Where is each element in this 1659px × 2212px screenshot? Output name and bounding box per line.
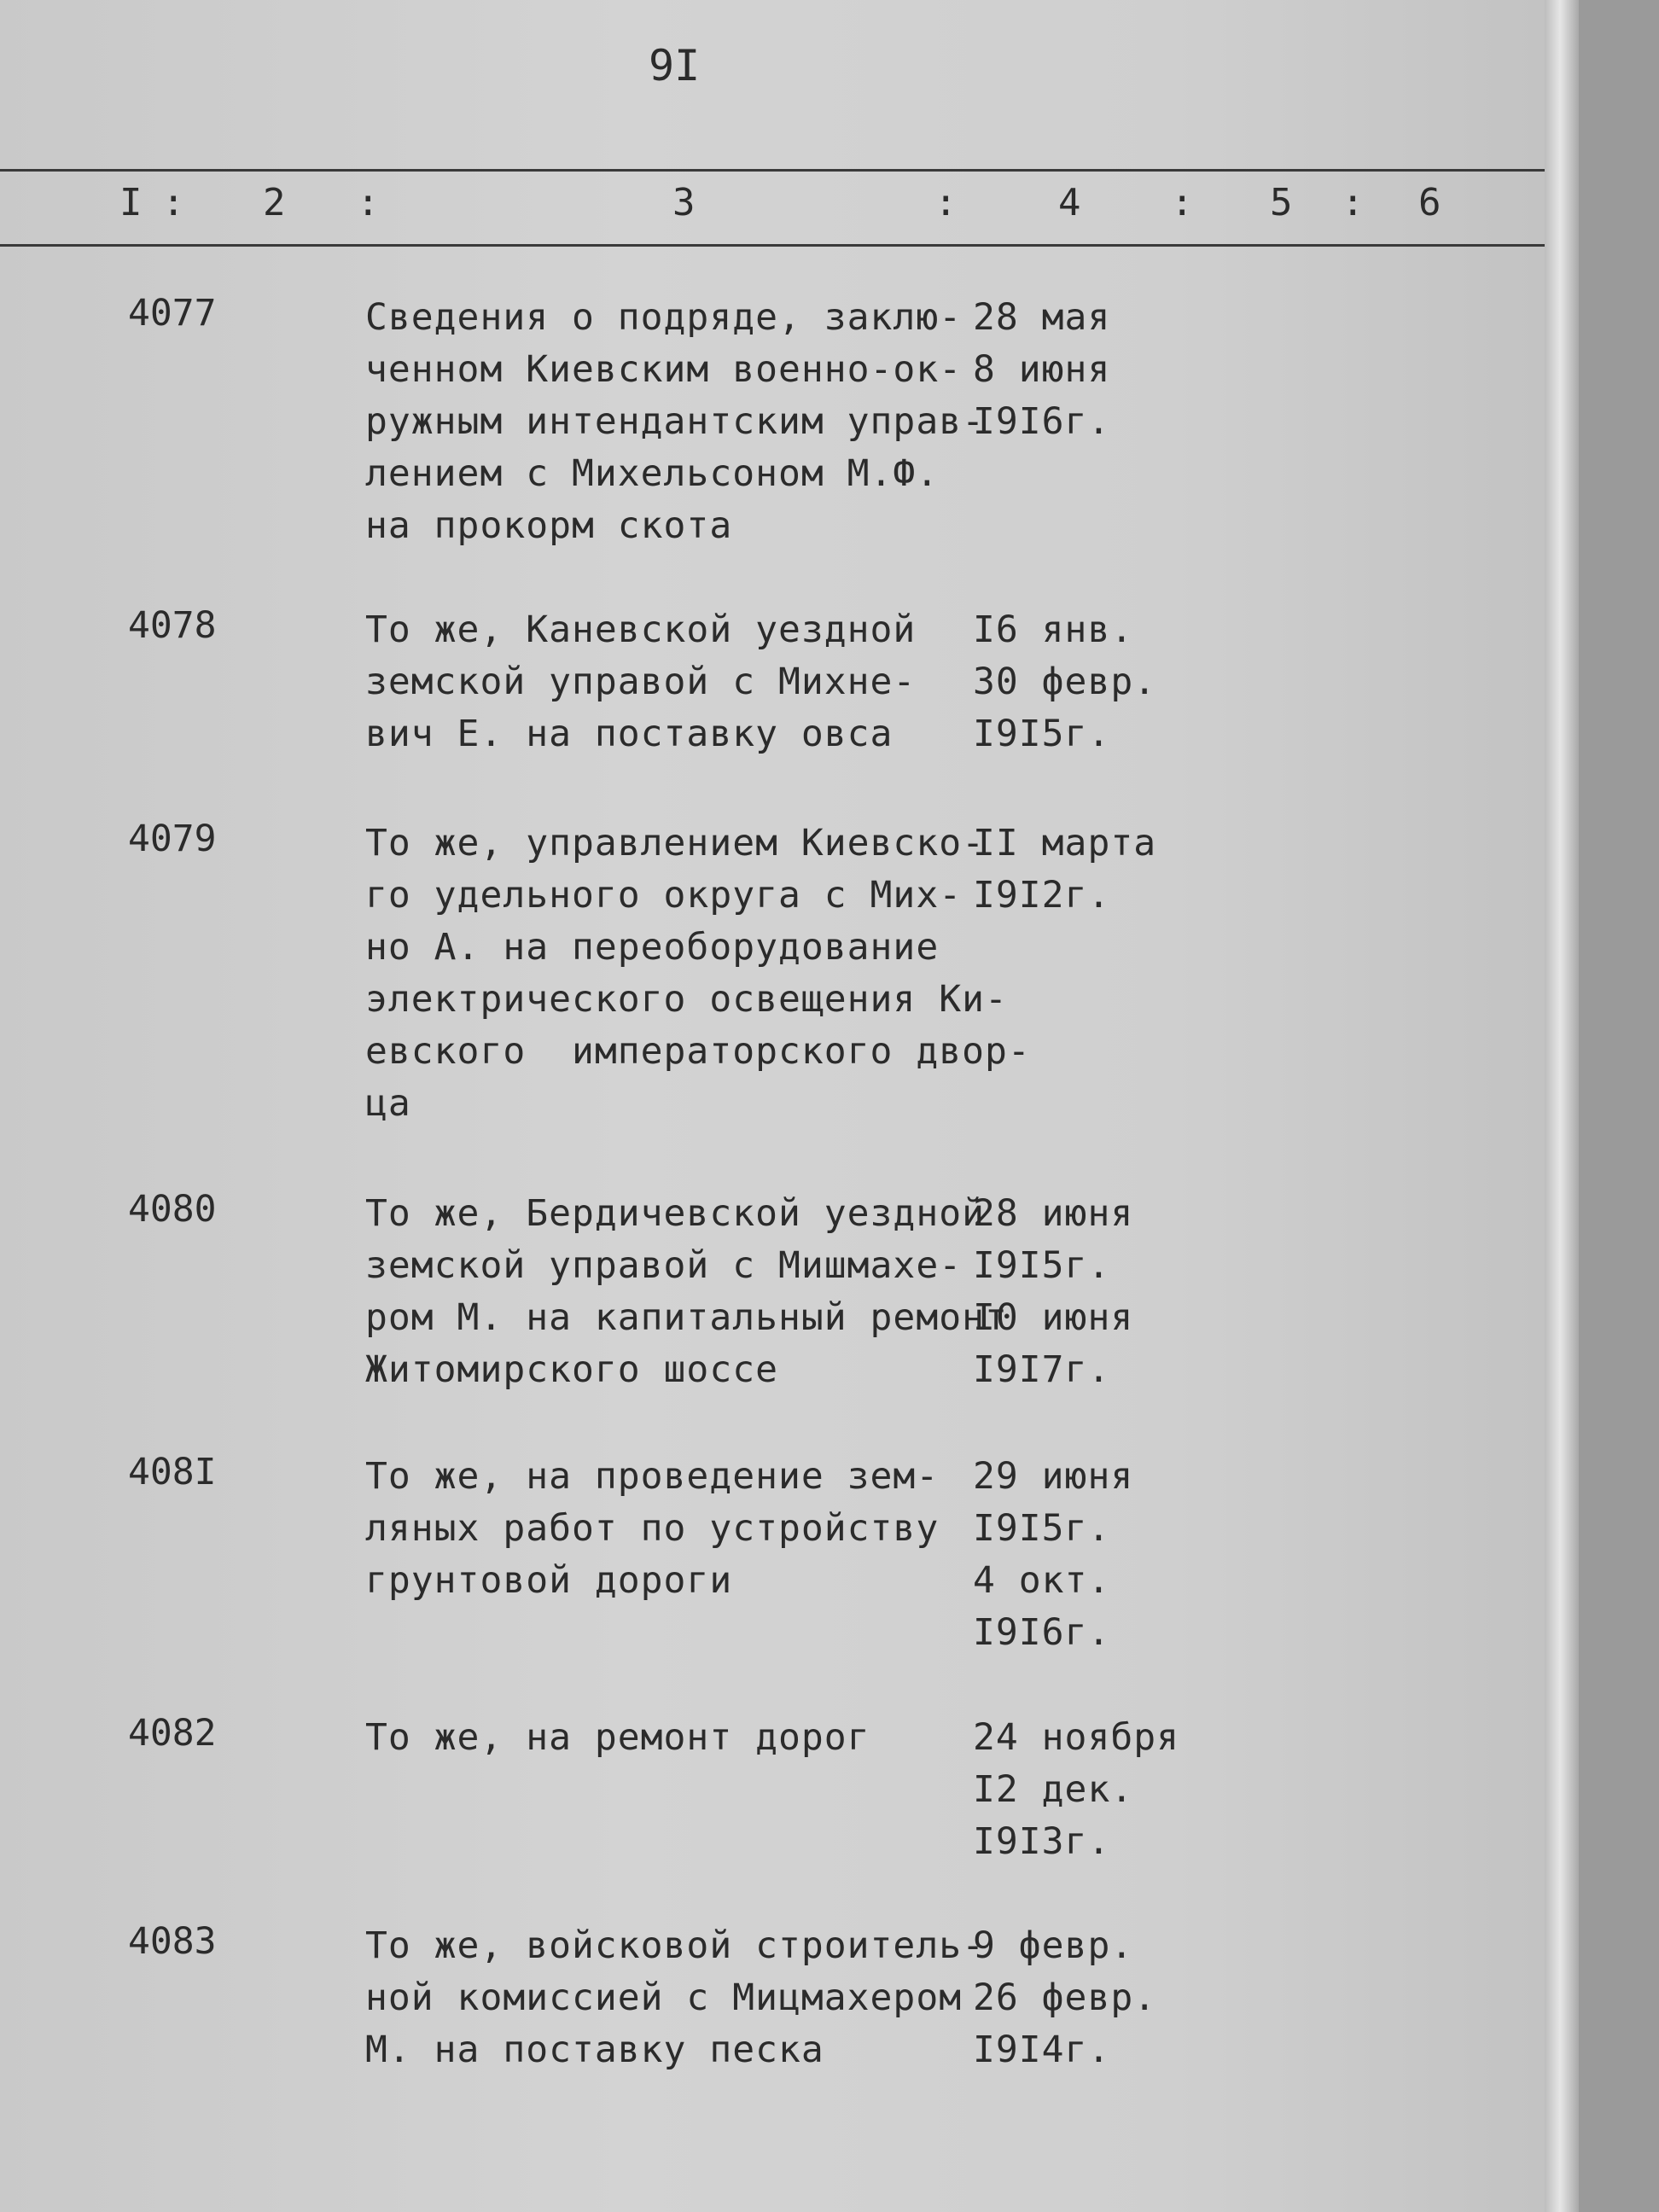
- record-description: То же, Бердичевской уездной земской управой с Мишмахе- ром М. на капитальный ремонт Житомирского шоссе: [365, 1192, 1008, 1391]
- record-dates: 29 июня I9I5г. 4 окт. I9I6г.: [973, 1455, 1134, 1654]
- record-dates: 28 июня I9I5г. I0 июня I9I7г.: [973, 1192, 1134, 1391]
- column-header-1: I: [119, 181, 143, 224]
- record-dates: 9 февр. 26 февр. I9I4г.: [973, 1924, 1157, 2071]
- record-description: Сведения о подряде, заклю- ченном Киевским военно-ок- ружным интендантским управ- лением с Михельсоном М.Ф. на прокорм скота: [365, 296, 985, 547]
- column-separator: :: [1342, 181, 1365, 224]
- page-edge: [1545, 0, 1579, 2212]
- column-header-2: 2: [263, 181, 286, 224]
- record-description: То же, на ремонт дорог: [365, 1716, 870, 1759]
- record-dates: 24 ноября I2 дек. I9I3г.: [973, 1716, 1179, 1863]
- record-number: 408I: [128, 1451, 217, 1493]
- column-header-5: 5: [1270, 181, 1293, 224]
- column-separator: :: [1171, 181, 1194, 224]
- record-description: То же, войсковой строитель- ной комиссией с Мицмахером М. на поставку песка: [365, 1924, 985, 2071]
- column-separator: :: [162, 181, 185, 224]
- record-description: То же, управлением Киевско- го удельного округа с Мих- но А. на переоборудование электрического освещения Ки- евского императорского двор- ца: [365, 822, 1031, 1125]
- record-dates: II марта I9I2г.: [973, 822, 1157, 917]
- column-separator: :: [934, 181, 958, 224]
- column-separator: :: [357, 181, 380, 224]
- record-number: 4080: [128, 1188, 217, 1231]
- record-description: То же, Каневской уездной земской управой с Михне- вич Е. на поставку овса: [365, 608, 917, 755]
- record-number: 4078: [128, 604, 217, 647]
- record-number: 4077: [128, 292, 217, 335]
- column-header-4: 4: [1058, 181, 1081, 224]
- record-description: То же, на проведение зем- ляных работ по устройству грунтовой дороги: [365, 1455, 940, 1602]
- page-number: 9I: [649, 41, 701, 90]
- record-number: 4079: [128, 818, 217, 860]
- header-bottom-rule: [0, 244, 1545, 247]
- record-dates: I6 янв. 30 февр. I9I5г.: [973, 608, 1157, 755]
- header-top-rule: [0, 169, 1545, 172]
- column-header-3: 3: [672, 181, 696, 224]
- record-number: 4083: [128, 1920, 217, 1963]
- column-header-6: 6: [1418, 181, 1441, 224]
- record-dates: 28 мая 8 июня I9I6г.: [973, 296, 1111, 443]
- record-number: 4082: [128, 1712, 217, 1755]
